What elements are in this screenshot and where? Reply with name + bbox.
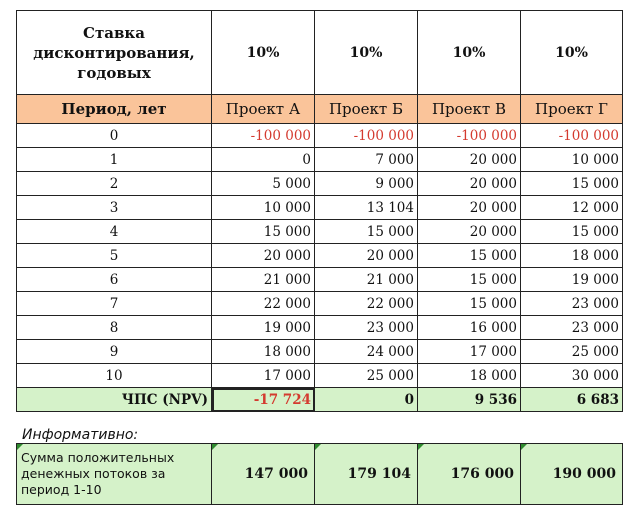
- table-row: [17, 268, 623, 292]
- project-g-header[interactable]: Проект Г: [521, 95, 623, 124]
- period-cell[interactable]: 0: [17, 124, 212, 148]
- discount-rate-label[interactable]: Ставка дисконтирования, годовых: [17, 11, 212, 95]
- cashflow-cell[interactable]: 15 000: [418, 292, 521, 316]
- sum-value: 176 000: [450, 466, 514, 482]
- period-cell[interactable]: 8: [17, 316, 212, 340]
- cashflow-cell[interactable]: 21 000: [315, 268, 418, 292]
- project-v-header[interactable]: Проект В: [418, 95, 521, 124]
- cashflow-cell[interactable]: 20 000: [212, 244, 315, 268]
- cashflow-cell[interactable]: 25 000: [315, 364, 418, 388]
- cashflow-cell[interactable]: -100 000: [315, 124, 418, 148]
- cashflow-cell[interactable]: 10 000: [521, 148, 623, 172]
- discount-rate-row: [17, 11, 623, 95]
- cashflow-cell[interactable]: 15 000: [315, 220, 418, 244]
- period-cell[interactable]: 7: [17, 292, 212, 316]
- npv-cell-v[interactable]: 9 536: [418, 388, 521, 412]
- sum-value: 190 000: [552, 466, 616, 482]
- cashflow-cell[interactable]: 9 000: [315, 172, 418, 196]
- cashflow-cell[interactable]: 30 000: [521, 364, 623, 388]
- rate-cell-v[interactable]: 10%: [418, 11, 521, 95]
- table-row: [17, 220, 623, 244]
- npv-cell-g[interactable]: 6 683: [521, 388, 623, 412]
- rate-cell-b[interactable]: 10%: [315, 11, 418, 95]
- period-cell[interactable]: 1: [17, 148, 212, 172]
- table-row: [17, 148, 623, 172]
- cashflow-cell[interactable]: -100 000: [418, 124, 521, 148]
- cashflow-cell[interactable]: 20 000: [418, 148, 521, 172]
- cashflow-cell[interactable]: 23 000: [521, 316, 623, 340]
- period-cell[interactable]: 4: [17, 220, 212, 244]
- cashflow-cell[interactable]: 20 000: [418, 172, 521, 196]
- sum-cell-g[interactable]: [521, 444, 623, 505]
- sum-cell-v[interactable]: [418, 444, 521, 505]
- header-row: [17, 95, 623, 124]
- table-row: [17, 124, 623, 148]
- cashflow-cell[interactable]: 10 000: [212, 196, 315, 220]
- cashflow-cell[interactable]: 15 000: [521, 172, 623, 196]
- cashflow-cell[interactable]: 15 000: [521, 220, 623, 244]
- cashflow-cell[interactable]: 18 000: [521, 244, 623, 268]
- npv-cell-b[interactable]: 0: [315, 388, 418, 412]
- comment-marker-icon: [315, 444, 321, 450]
- cashflow-cell[interactable]: 20 000: [315, 244, 418, 268]
- npv-table: [16, 10, 623, 412]
- cashflow-cell[interactable]: 21 000: [212, 268, 315, 292]
- npv-row: [17, 388, 623, 412]
- info-label: Информативно:: [22, 427, 139, 443]
- period-cell[interactable]: 10: [17, 364, 212, 388]
- cashflow-cell[interactable]: 20 000: [418, 220, 521, 244]
- cashflow-cell[interactable]: 15 000: [418, 268, 521, 292]
- cashflow-cell[interactable]: 0: [212, 148, 315, 172]
- cashflow-cell[interactable]: 17 000: [418, 340, 521, 364]
- cashflow-cell[interactable]: -100 000: [212, 124, 315, 148]
- cashflow-cell[interactable]: 15 000: [212, 220, 315, 244]
- comment-marker-icon: [418, 444, 424, 450]
- period-cell[interactable]: 3: [17, 196, 212, 220]
- npv-cell-a[interactable]: -17 724: [212, 388, 315, 412]
- rate-cell-a[interactable]: 10%: [212, 11, 315, 95]
- cashflow-cell[interactable]: 17 000: [212, 364, 315, 388]
- sum-label: Сумма положительных денежных потоков за период 1-10: [21, 450, 175, 497]
- period-cell[interactable]: 2: [17, 172, 212, 196]
- sum-row: [17, 444, 623, 505]
- comment-marker-icon: [212, 444, 218, 450]
- cashflow-cell[interactable]: 7 000: [315, 148, 418, 172]
- table-row: [17, 292, 623, 316]
- period-header[interactable]: Период, лет: [17, 95, 212, 124]
- period-cell[interactable]: 9: [17, 340, 212, 364]
- cashflow-cell[interactable]: 20 000: [418, 196, 521, 220]
- rate-cell-g[interactable]: 10%: [521, 11, 623, 95]
- npv-label[interactable]: ЧПС (NPV): [17, 388, 212, 412]
- cashflow-cell[interactable]: 22 000: [315, 292, 418, 316]
- cashflow-cell[interactable]: 16 000: [418, 316, 521, 340]
- cashflow-cell[interactable]: 18 000: [212, 340, 315, 364]
- cashflow-cell[interactable]: 22 000: [212, 292, 315, 316]
- cashflow-cell[interactable]: -100 000: [521, 124, 623, 148]
- sum-cell-a[interactable]: [212, 444, 315, 505]
- cashflow-cell[interactable]: 12 000: [521, 196, 623, 220]
- table-row: [17, 172, 623, 196]
- project-a-header[interactable]: Проект А: [212, 95, 315, 124]
- cashflow-cell[interactable]: 19 000: [212, 316, 315, 340]
- cashflow-cell[interactable]: 19 000: [521, 268, 623, 292]
- table-row: [17, 340, 623, 364]
- sum-cell-b[interactable]: [315, 444, 418, 505]
- project-b-header[interactable]: Проект Б: [315, 95, 418, 124]
- cashflow-cell[interactable]: 24 000: [315, 340, 418, 364]
- comment-marker-icon: [521, 444, 527, 450]
- sum-label-cell[interactable]: [17, 444, 212, 505]
- sum-value: 179 104: [347, 466, 411, 482]
- cashflow-cell[interactable]: 15 000: [418, 244, 521, 268]
- cashflow-cell[interactable]: 5 000: [212, 172, 315, 196]
- table-row: [17, 244, 623, 268]
- table-row: [17, 316, 623, 340]
- table-row: [17, 196, 623, 220]
- cashflow-cell[interactable]: 13 104: [315, 196, 418, 220]
- table-row: [17, 364, 623, 388]
- cashflow-cell[interactable]: 23 000: [521, 292, 623, 316]
- period-cell[interactable]: 5: [17, 244, 212, 268]
- sum-table: [16, 443, 623, 505]
- sum-value: 147 000: [244, 466, 308, 482]
- period-cell[interactable]: 6: [17, 268, 212, 292]
- cashflow-cell[interactable]: 18 000: [418, 364, 521, 388]
- comment-marker-icon: [17, 444, 23, 450]
- cashflow-cell[interactable]: 23 000: [315, 316, 418, 340]
- cashflow-cell[interactable]: 25 000: [521, 340, 623, 364]
